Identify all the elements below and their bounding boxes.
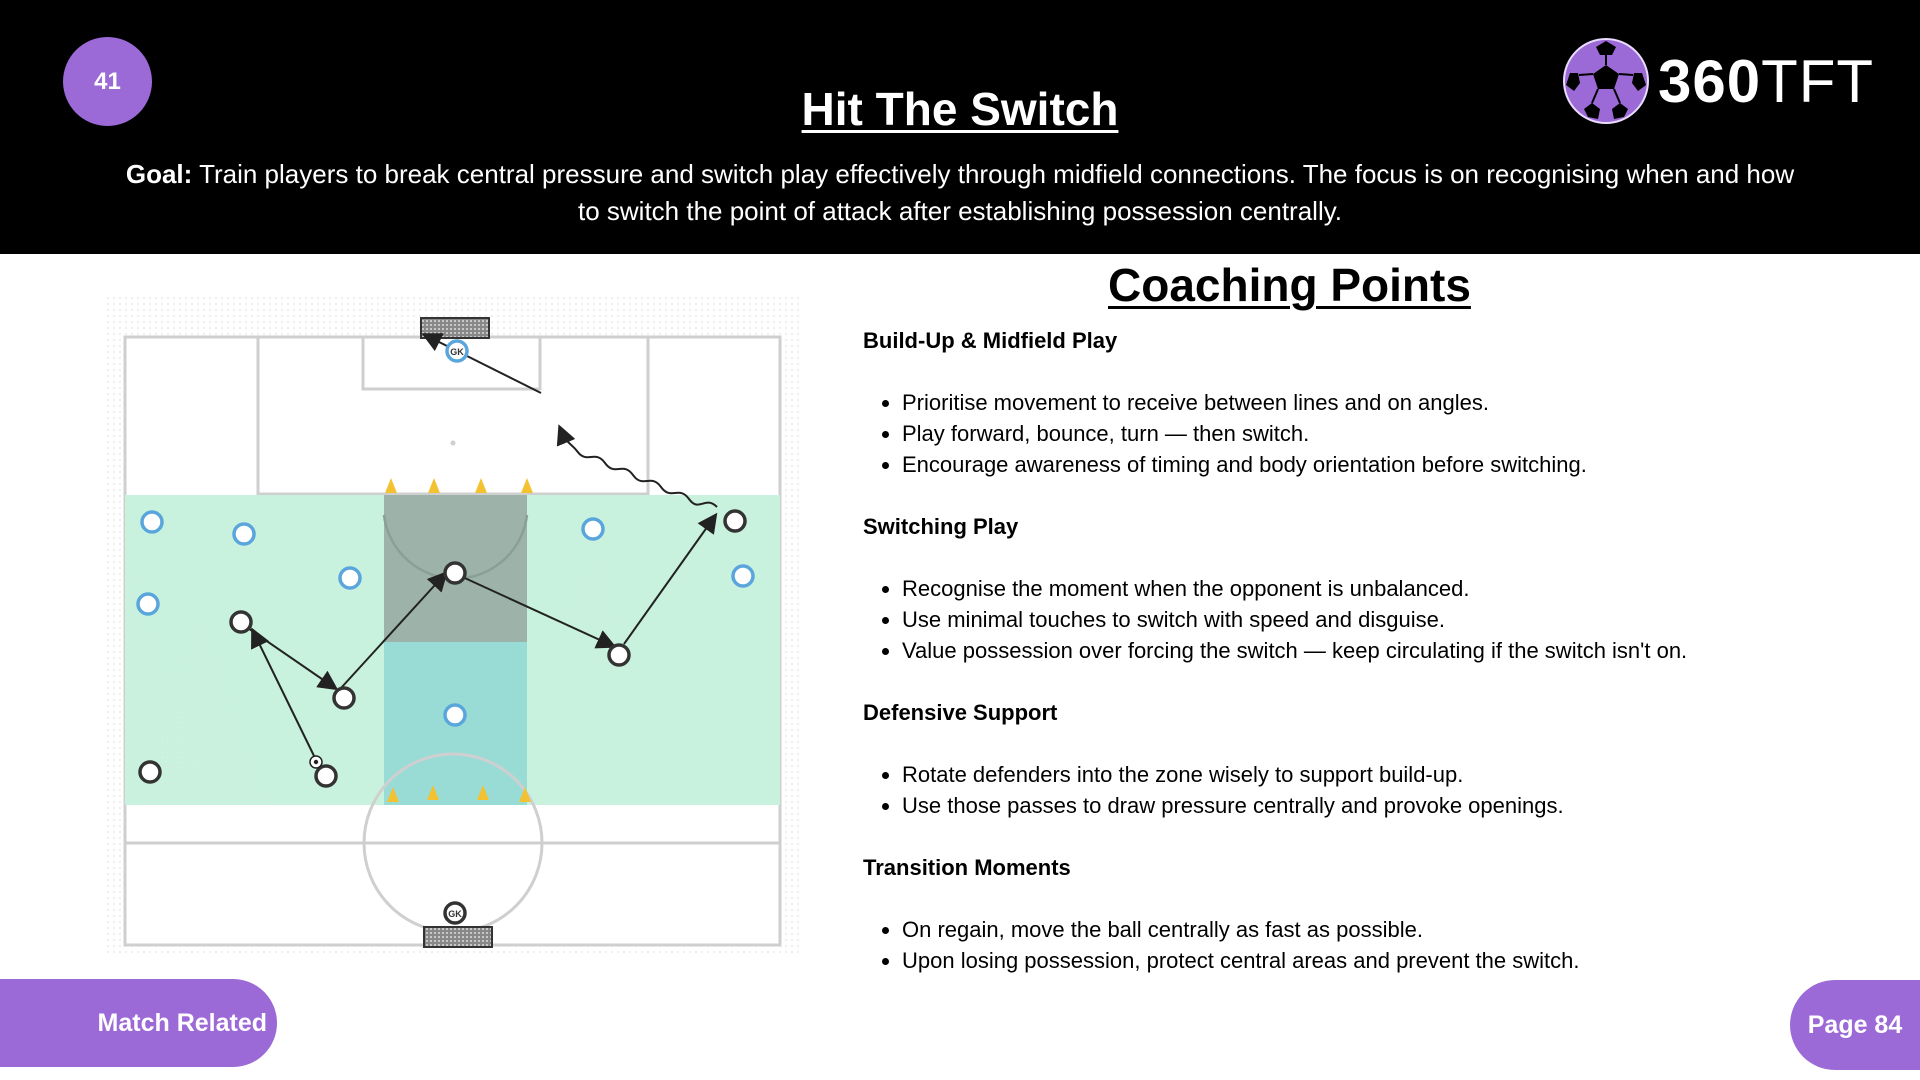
bullet-item: • Rotate defenders into the zone wisely to support build-up. (902, 759, 1863, 790)
opponent-player (733, 566, 753, 586)
page-number: Page 84 (1790, 980, 1920, 1070)
attacking-player (725, 511, 745, 531)
brand-logo (1562, 37, 1874, 125)
goal-top (421, 318, 489, 338)
opponent-player (583, 519, 603, 539)
section-title: Build-Up & Midfield Play (863, 328, 1118, 353)
coaching-points-title: Coaching Points (1108, 259, 1471, 311)
goalkeeper-bottom (445, 903, 465, 923)
opponent-player (445, 705, 465, 725)
attacking-player (316, 766, 336, 786)
goalkeeper-top (447, 341, 467, 361)
section-title: Transition Moments (863, 855, 1071, 880)
penalty-spot (451, 441, 456, 446)
bullet-item: • Use minimal touches to switch with speed and disguise. (902, 604, 1863, 635)
brand-name (1658, 47, 1874, 116)
coaching-section (863, 511, 1863, 666)
bullet-list (863, 914, 1863, 976)
opponent-player (138, 594, 158, 614)
bullet-item: • Use those passes to draw pressure centrally and provoke openings. (902, 790, 1863, 821)
goal-bottom (424, 927, 492, 947)
bullet-list (863, 573, 1863, 666)
bullet-item: • Prioritise movement to receive between lines and on angles. (902, 387, 1863, 418)
bullet-item: • Play forward, bounce, turn — then switch. (902, 418, 1863, 449)
attacking-player (140, 762, 160, 782)
bullet-item: • Recognise the moment when the opponent is unbalanced. (902, 573, 1863, 604)
attacking-player (334, 688, 354, 708)
attacking-player (609, 645, 629, 665)
bullet-item: • Encourage awareness of timing and body orientation before switching. (902, 449, 1863, 480)
goal-label: Goal: (125, 159, 193, 189)
bullet-list (863, 387, 1863, 480)
bullet-item: • Value possession over forcing the switch — keep circulating if the switch isn't on. (902, 635, 1863, 666)
opponent-player (340, 568, 360, 588)
goalkeeper-label: GK (448, 909, 462, 919)
soccer-ball-icon (1562, 37, 1650, 125)
soccer-ball-icon (310, 756, 322, 768)
section-title: Defensive Support (863, 700, 1058, 725)
bullet-item: • Upon losing possession, protect central areas and prevent the switch. (902, 945, 1863, 976)
opponent-player (142, 512, 162, 532)
drill-number-badge: 41 (63, 37, 152, 126)
header-bar (0, 0, 1920, 254)
attacking-player (445, 563, 465, 583)
bullet-item: • On regain, move the ball centrally as fast as possible. (902, 914, 1863, 945)
goalkeeper-label: GK (450, 347, 464, 357)
brand-name-part1: 360 (1658, 47, 1762, 115)
page-title: Hit The Switch (801, 83, 1119, 135)
goal-text (120, 156, 1800, 230)
section-title: Switching Play (863, 514, 1019, 539)
pitch-diagram (105, 295, 799, 955)
coaching-section (863, 697, 1863, 821)
coaching-points (863, 325, 1863, 1007)
drill-diagram (105, 295, 799, 955)
coaching-section (863, 852, 1863, 976)
bullet-list (863, 759, 1863, 821)
brand-name-part2: TFT (1761, 47, 1875, 115)
coaching-section (863, 325, 1863, 480)
opponent-player (234, 524, 254, 544)
attacking-player (231, 612, 251, 632)
goal-description: Train players to break central pressure and switch play effectively through midfield connections. The focus is on recognising when and how to switch the point of attack after establishing possession centrally. (192, 159, 1795, 226)
category-tag: Match Related (0, 979, 277, 1067)
